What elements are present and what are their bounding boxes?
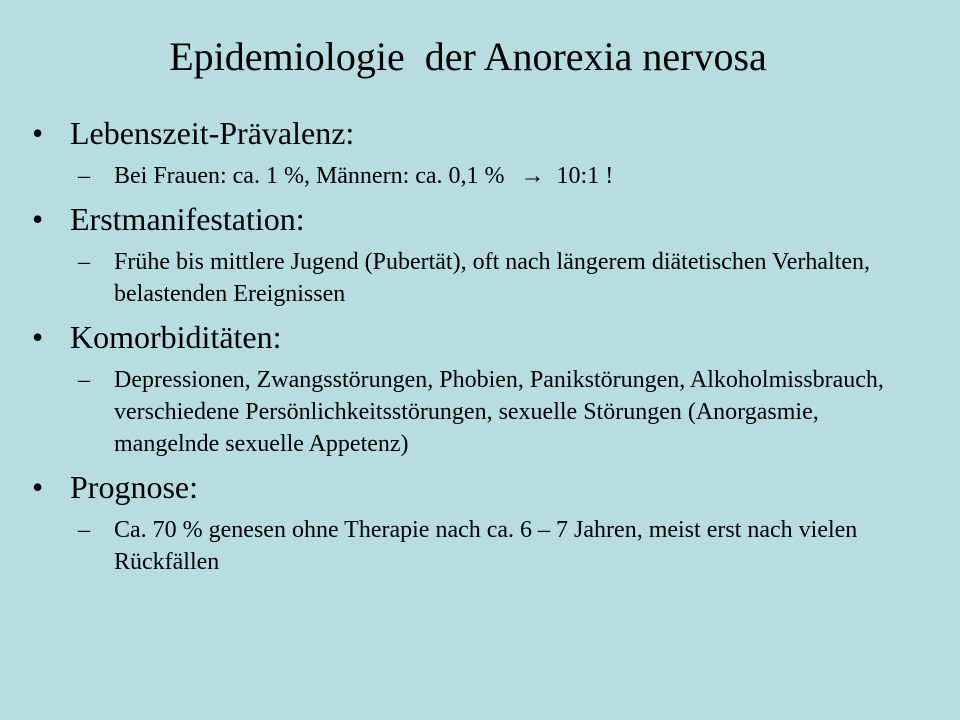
- bullet-first-manifestation: [32, 200, 912, 238]
- bullet-heading: Prognose:: [70, 469, 198, 505]
- bullet-icon: •: [32, 115, 44, 151]
- bullet-icon: •: [32, 469, 44, 505]
- dash-icon: –: [78, 249, 90, 275]
- bullet-heading: Erstmanifestation:: [70, 201, 305, 237]
- bullet-prognosis: [32, 468, 912, 506]
- dash-icon: –: [78, 367, 90, 393]
- sub-item-text: Bei Frauen: ca. 1 %, Männern: ca. 0,1 %: [114, 163, 505, 189]
- bullet-comorbidities: [32, 318, 912, 356]
- dash-icon: –: [78, 517, 90, 543]
- sub-item-first-manifestation: [32, 246, 912, 310]
- sub-item-text: Ca. 70 % genesen ohne Therapie nach ca. 6 – 7 Jahren, meist erst nach vielen Rückfällen: [114, 517, 858, 575]
- sub-item-lifetime-prevalence: [32, 160, 912, 192]
- bullet-heading: Lebenszeit-Prävalenz:: [70, 115, 355, 151]
- dash-icon: –: [78, 163, 90, 189]
- right-arrow-icon: →: [520, 163, 545, 189]
- bullet-icon: •: [32, 201, 44, 237]
- bullet-heading: Komorbiditäten:: [70, 319, 282, 355]
- bullet-lifetime-prevalence: [32, 114, 912, 152]
- slide-title: Epidemiologie der Anorexia nervosa: [169, 34, 767, 79]
- bullet-icon: •: [32, 319, 44, 355]
- sub-item-ratio: 10:1 !: [556, 163, 614, 189]
- sub-item-comorbidities: [32, 364, 912, 460]
- sub-item-text: Depressionen, Zwangsstörungen, Phobien, Panikstörungen, Alkoholmissbrauch, verschiedene Persönlichkeitsstörungen, sexuelle Störungen (Anorgasmie, mangelnde sexuelle Appetenz): [114, 367, 884, 457]
- bullet-list: [32, 114, 912, 584]
- sub-item-text: Frühe bis mittlere Jugend (Pubertät), oft nach längerem diätetischen Verhalten, belastenden Ereignissen: [114, 249, 870, 307]
- sub-item-prognosis: [32, 514, 912, 578]
